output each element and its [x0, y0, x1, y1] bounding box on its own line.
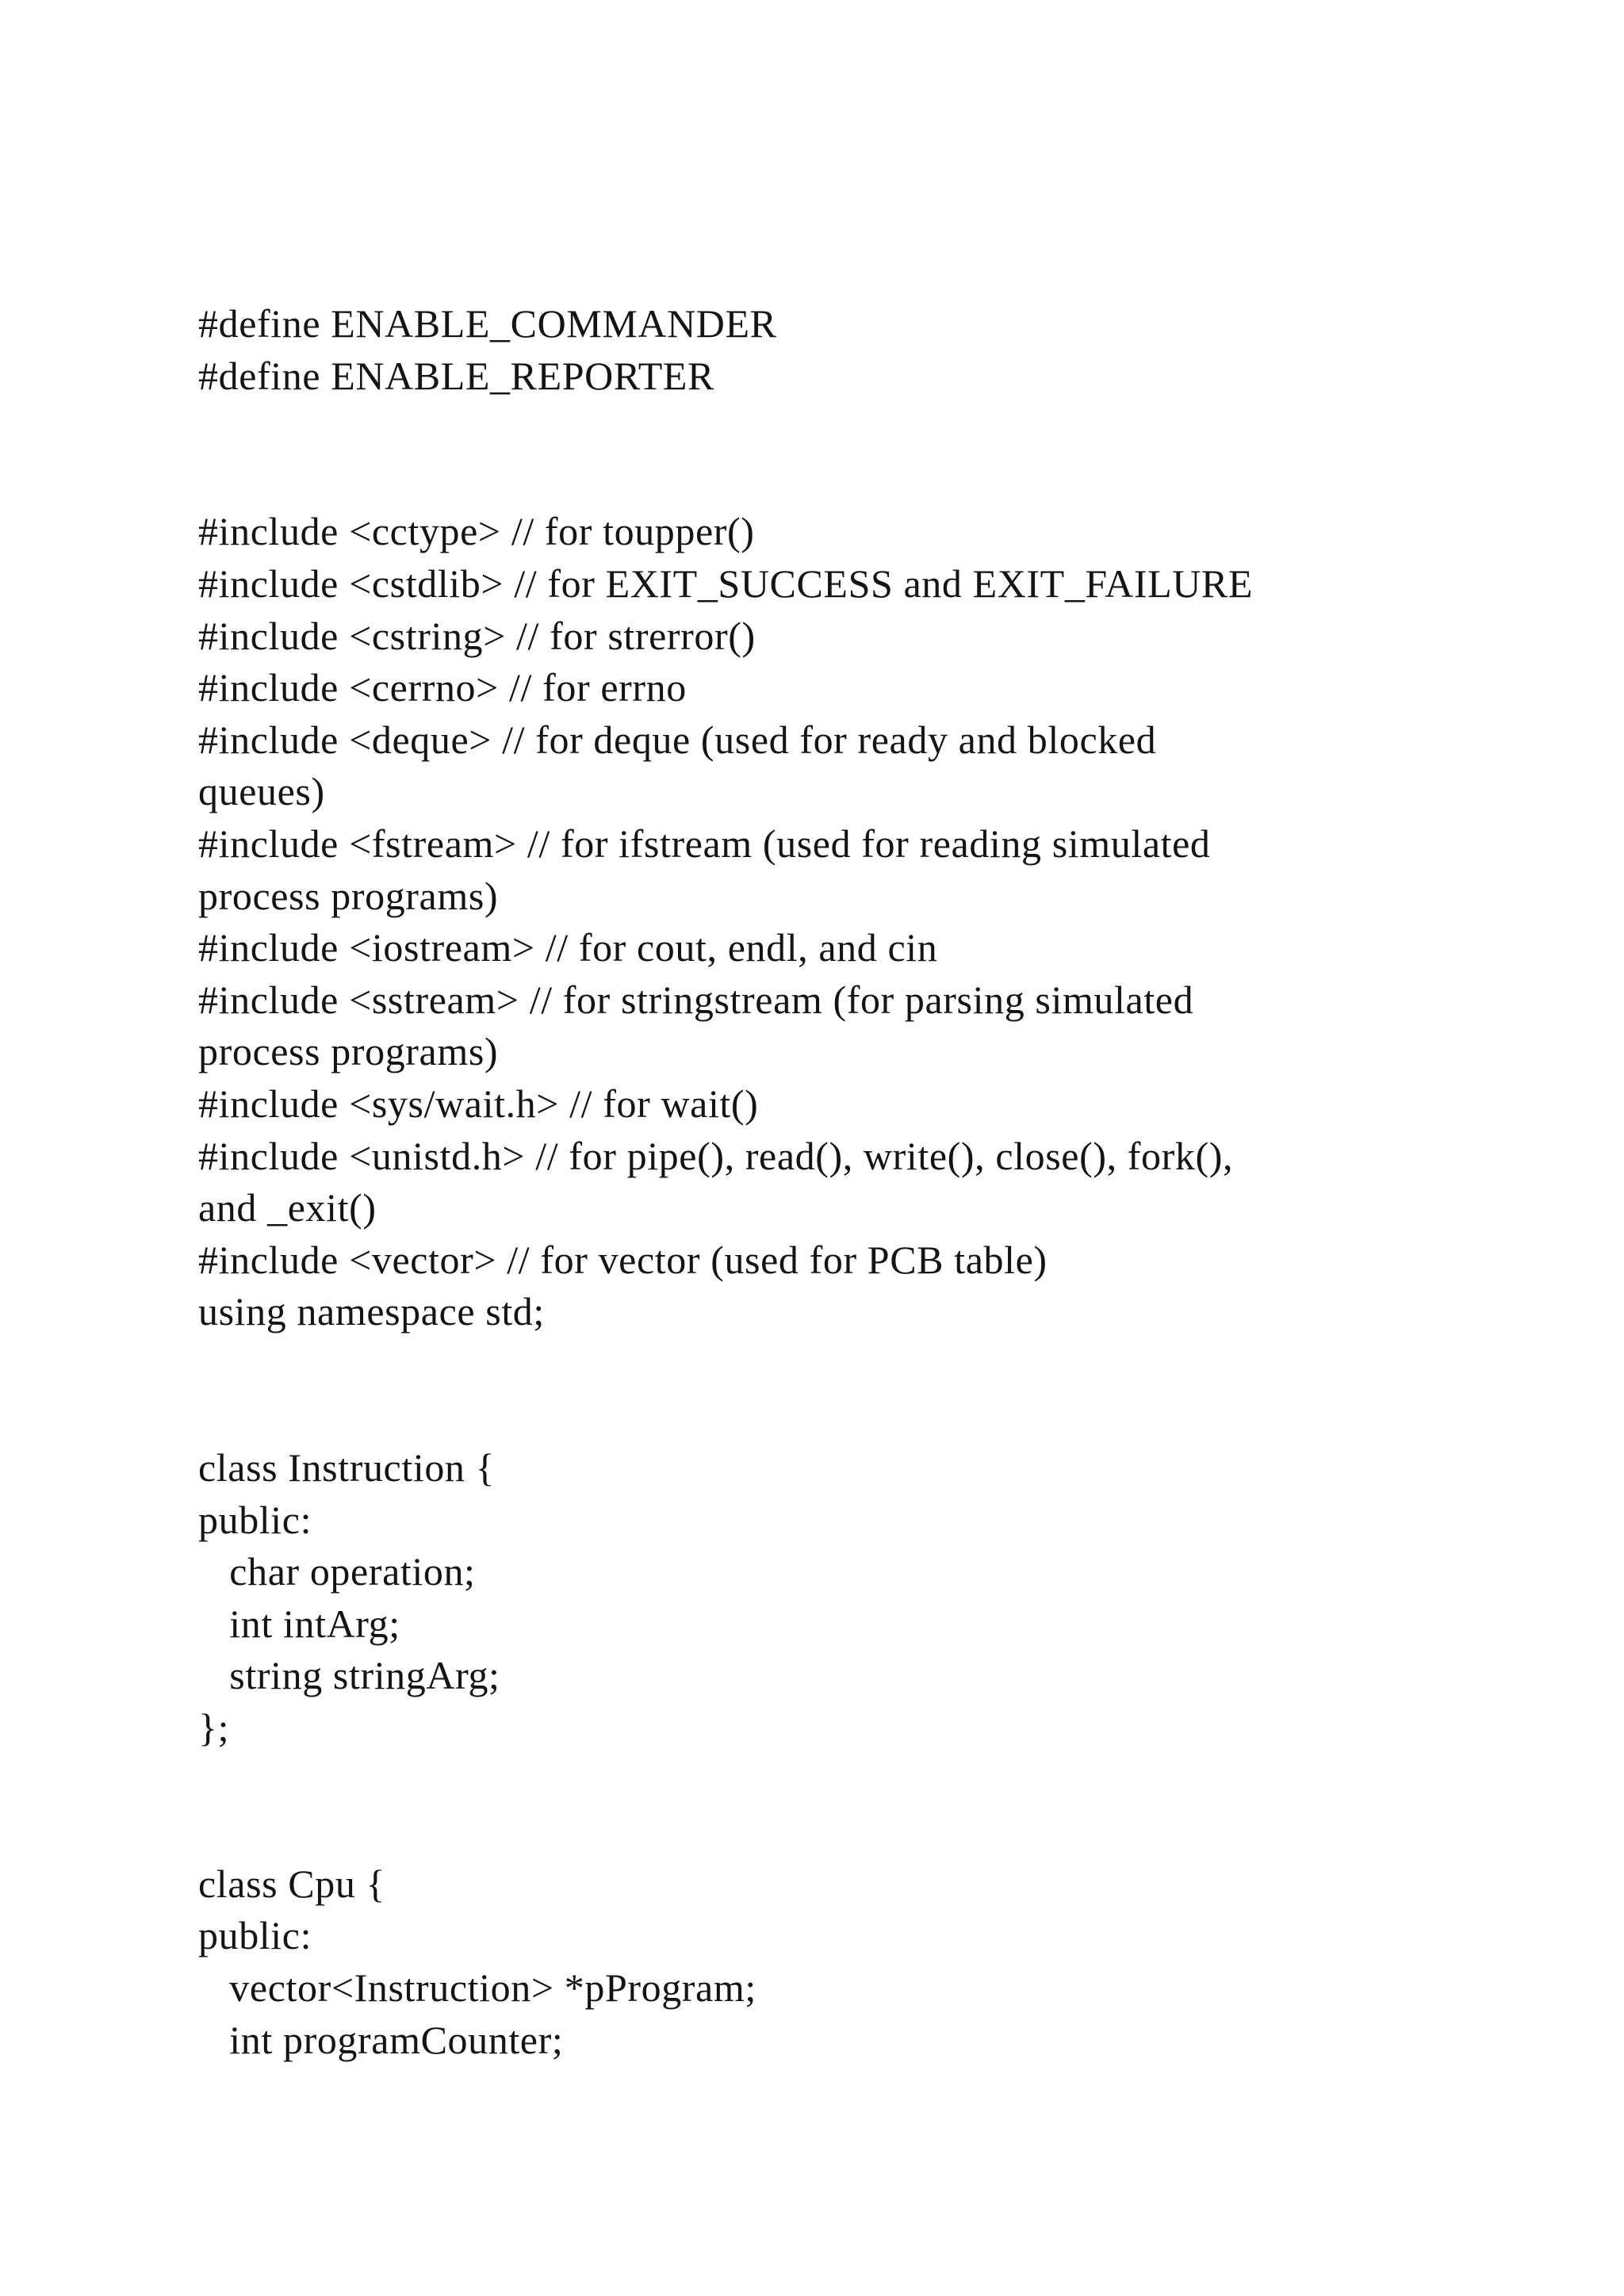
blank-line — [198, 1806, 1546, 1858]
blank-line — [198, 1755, 1546, 1807]
code-line: vector<Instruction> *pProgram; — [198, 1965, 756, 2010]
code-line: int programCounter; — [198, 2017, 564, 2062]
code-line: }; — [198, 1705, 230, 1751]
code-line: int intArg; — [198, 1601, 400, 1646]
code-line: class Instruction { — [198, 1445, 496, 1490]
code-line: #define ENABLE_REPORTER — [198, 353, 715, 398]
code-line: class Cpu { — [198, 1861, 386, 1906]
code-line: string stringArg; — [198, 1653, 500, 1698]
code-line: #include <fstream> // for ifstream (used for reading simulated — [198, 821, 1211, 866]
code-line: #include <vector> // for vector (used for PCB table) — [198, 1237, 1048, 1282]
code-line: public: — [198, 1913, 312, 1958]
code-line: #include <cstring> // for strerror() — [198, 613, 756, 658]
code-line: #define ENABLE_COMMANDER — [198, 301, 777, 346]
blank-line — [198, 1390, 1546, 1442]
code-line: #include <sstream> // for stringstream (for parsing simulated — [198, 977, 1194, 1022]
code-line: char operation; — [198, 1549, 476, 1594]
blank-line — [198, 454, 1546, 507]
code-line: using namespace std; — [198, 1289, 545, 1334]
code-line: queues) — [198, 769, 325, 814]
code-line: #include <cerrno> // for errno — [198, 665, 687, 710]
code-line: #include <deque> // for deque (used for ready and blocked — [198, 717, 1157, 762]
blank-line — [198, 1338, 1546, 1391]
code-line: #include <iostream> // for cout, endl, and cin — [198, 925, 938, 970]
code-line: #include <cstdlib> // for EXIT_SUCCESS and EXIT_FAILURE — [198, 561, 1254, 606]
code-line: #include <unistd.h> // for pipe(), read(), write(), close(), fork(), — [198, 1133, 1234, 1178]
code-line: public: — [198, 1497, 312, 1542]
code-line: #include <sys/wait.h> // for wait() — [198, 1081, 759, 1126]
blank-line — [198, 402, 1546, 454]
code-line: process programs) — [198, 873, 499, 918]
code-line: #include <cctype> // for toupper() — [198, 509, 755, 554]
code-line: and _exit() — [198, 1185, 377, 1230]
code-listing — [198, 298, 1546, 2066]
code-line: process programs) — [198, 1029, 499, 1074]
